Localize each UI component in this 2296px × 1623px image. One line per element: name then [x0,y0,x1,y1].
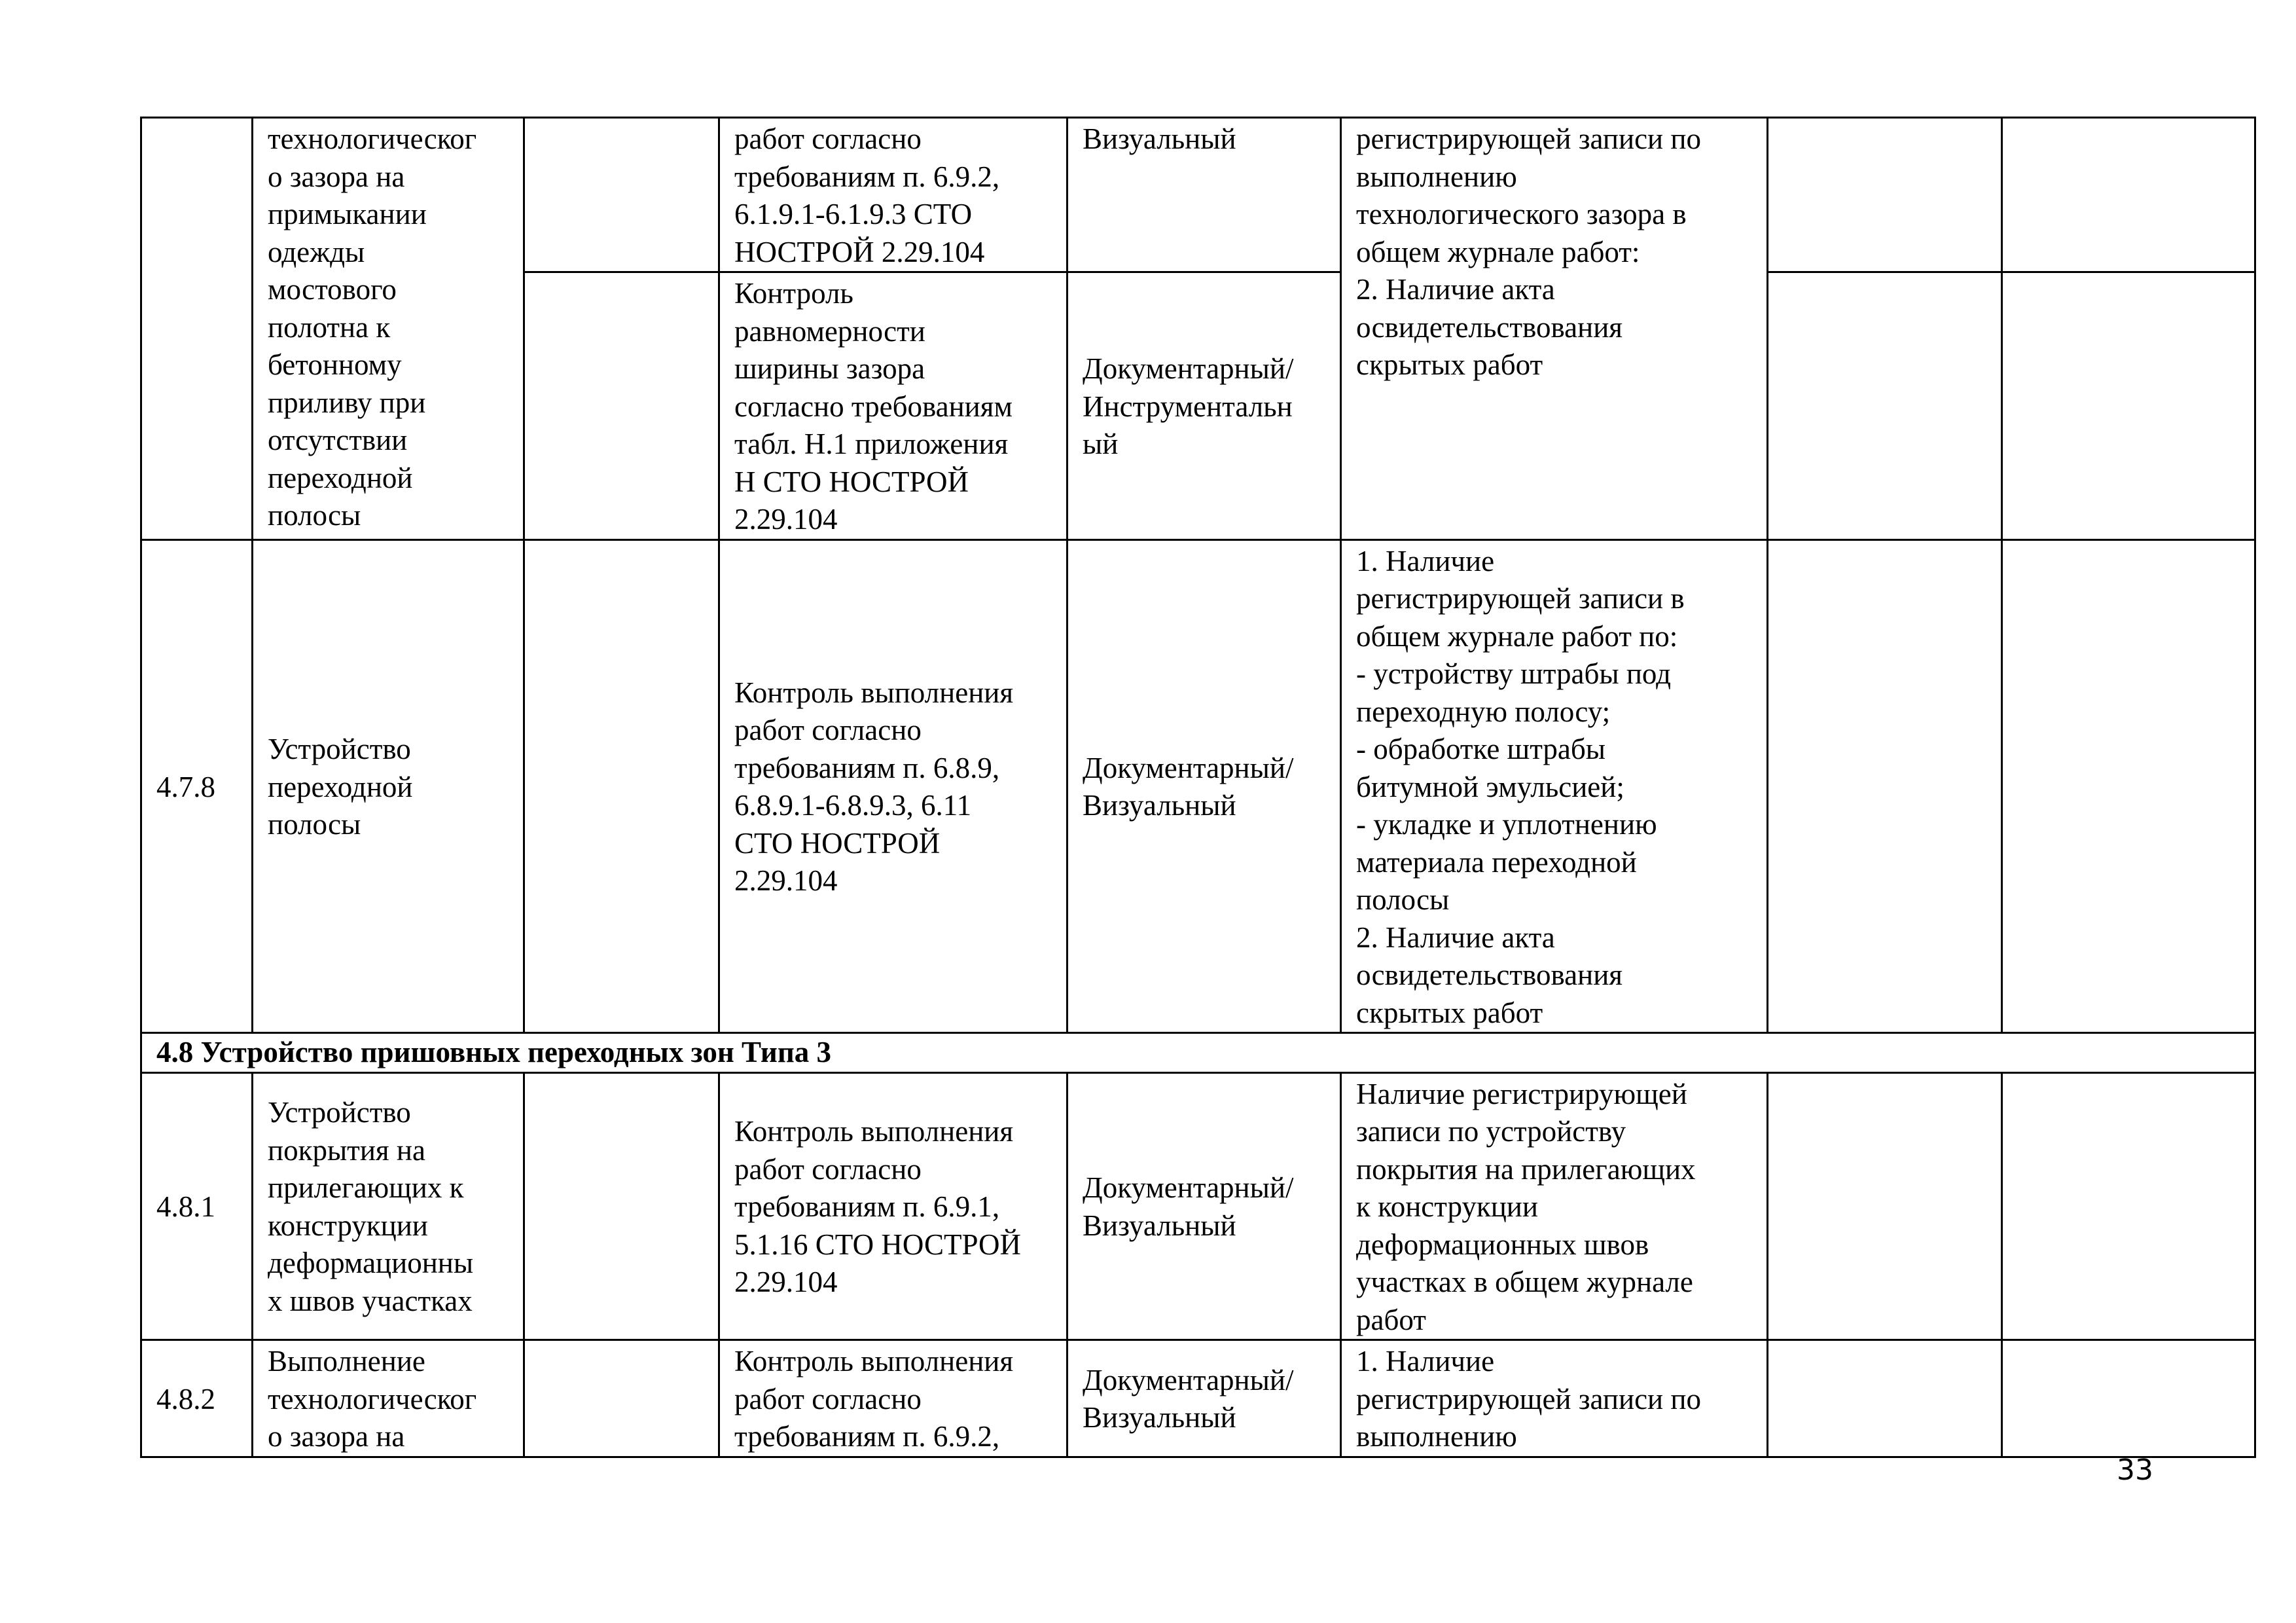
empty-cell [524,272,719,540]
control-method-cell: Документарный/ Визуальный [1067,539,1341,1033]
control-description-cell: Контроль выполнения работ согласно требованиям п. 6.8.9, 6.8.9.1-6.8.9.3, 6.11 СТО НОСТРОЙ 2.29.104 [719,539,1067,1033]
empty-cell [524,118,719,272]
control-description-cell: работ согласно требованиям п. 6.9.2, 6.1.9.1-6.1.9.3 СТО НОСТРОЙ 2.29.104 [719,118,1067,272]
empty-cell [524,1340,719,1457]
empty-cell [1768,1340,2002,1457]
documentation-cell: 1. Наличие регистрирующей записи в общем журнале работ по: - устройству штрабы под переходную полосу; - обработке штрабы битумной эмульсией; - укладке и уплотнению материала переходной полосы 2. Наличие акта освидетельствования скрытых работ [1341,539,1768,1033]
empty-cell [524,1072,719,1340]
work-name-cell: Устройство переходной полосы [253,539,524,1033]
table-row [141,539,2255,1033]
empty-cell [2002,272,2255,540]
work-name-cell: Выполнение технологическог о зазора на [253,1340,524,1457]
page-number: 33 [2117,1453,2153,1487]
item-number-cell: 4.8.1 [141,1072,253,1340]
control-description-cell: Контроль равномерности ширины зазора согласно требованиям табл. Н.1 приложения Н СТО НОСТРОЙ 2.29.104 [719,272,1067,540]
documentation-cell: 1. Наличие регистрирующей записи по выполнению [1341,1340,1768,1457]
empty-cell [1768,272,2002,540]
table-row [141,1072,2255,1340]
documentation-cell: регистрирующей записи по выполнению технологического зазора в общем журнале работ: 2. Наличие акта освидетельствования скрытых работ [1341,118,1768,540]
control-method-cell: Документарный/ Визуальный [1067,1340,1341,1457]
inspection-table [140,117,2256,1458]
work-name-cell: Устройство покрытия на прилегающих к конструкции деформационны х швов участках [253,1072,524,1340]
control-description-cell: Контроль выполнения работ согласно требованиям п. 6.9.2, [719,1340,1067,1457]
section-header-row [141,1033,2255,1073]
control-method-cell: Документарный/ Инструментальн ый [1067,272,1341,540]
empty-cell [1768,539,2002,1033]
empty-cell [524,539,719,1033]
documentation-cell: Наличие регистрирующей записи по устройству покрытия на прилегающих к конструкции деформационных швов участках в общем журнале работ [1341,1072,1768,1340]
empty-cell [1768,118,2002,272]
empty-cell [2002,118,2255,272]
control-method-cell: Документарный/ Визуальный [1067,1072,1341,1340]
empty-cell [1768,1072,2002,1340]
item-number-cell: 4.8.2 [141,1340,253,1457]
work-name-cell: технологическог о зазора на примыкании одежды мостового полотна к бетонному приливу при отсутствии переходной полосы [253,118,524,540]
empty-cell [2002,1340,2255,1457]
empty-cell [2002,539,2255,1033]
control-description-cell: Контроль выполнения работ согласно требованиям п. 6.9.1, 5.1.16 СТО НОСТРОЙ 2.29.104 [719,1072,1067,1340]
item-number-cell: 4.7.8 [141,539,253,1033]
section-title: 4.8 Устройство пришовных переходных зон Типа 3 [141,1033,2255,1073]
control-method-cell: Визуальный [1067,118,1341,272]
empty-cell [2002,1072,2255,1340]
table-row [141,118,2255,272]
item-number-cell [141,118,253,540]
table-row [141,1340,2255,1457]
